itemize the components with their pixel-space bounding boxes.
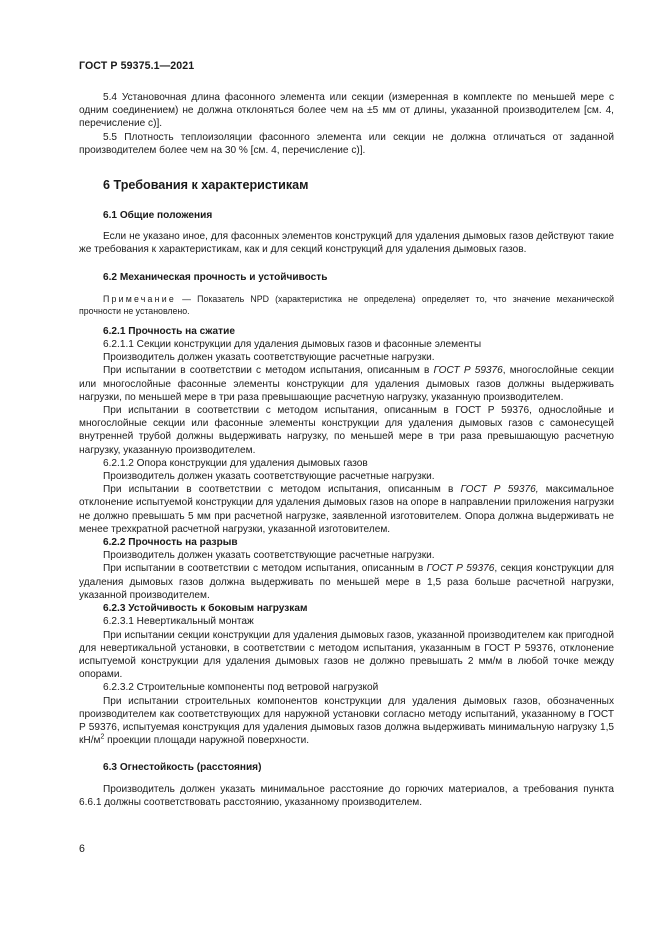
section-6-2-1-2-p1: Производитель должен указать соответствующие расчетные нагрузки.: [103, 471, 435, 483]
text-fragment: проекции площади наружной поверхности.: [104, 735, 310, 747]
section-6-2-1-1-p2: [79, 364, 614, 404]
section-6-2-1-1-p3: При испытании в соответствии с методом испытания, описанным в ГОСТ Р 59376, однослойные и многослойные секции или фасонные элементы конструкции для удаления дымовых газов с самонесущей внутренней трубой должны выдерживать нагрузку, по меньшей мере в три раза превышающую расчетную нагрузку, указанную производителем.: [79, 405, 614, 456]
standard-reference: ГОСТ Р 59376: [426, 563, 495, 575]
standard-reference: ГОСТ Р 59376,: [460, 484, 539, 496]
section-6-2-3-1-title: 6.2.3.1 Невертикальный монтаж: [103, 616, 254, 628]
section-6-2-1-2-title: 6.2.1.2 Опора конструкции для удаления дымовых газов: [103, 457, 368, 469]
text-fragment: , многослойные секции или многослойные фасонные элементы конструкции для удаления дымовых газов должны выдерживать нагрузки, по меньшей мере в три раза превышающие расчетную нагрузку, указанную производителем.: [79, 365, 614, 403]
section-6-2-1-1-title: 6.2.1.1 Секции конструкции для удаления дымовых газов и фасонные элементы: [103, 339, 482, 351]
paragraph-5-5: 5.5 Плотность теплоизоляции фасонного элемента или секции не должна отличаться от заданной производителем более чем на 30 % [см. 4, перечисление с)].: [79, 131, 614, 156]
standard-reference: ГОСТ Р 59376: [433, 365, 503, 377]
document-body: [79, 91, 614, 809]
section-6-2-2-p2: [79, 562, 614, 602]
section-6-2-1-2-p2: [79, 483, 614, 536]
text-fragment: При испытании в соответствии с методом испытания, описанным в: [103, 365, 434, 377]
superscript: 2: [100, 733, 105, 741]
text-fragment: максимальное отклонение испытуемой конструкции для удаления дымовых газов на опоре в направлении приложения нагрузки не должно превышать 5 мм при расчетной нагрузке, заявленной изготовителем. Опора должна выдерживать не менее трехкратной расчетной нагрузки, указанной изготовителем.: [79, 484, 615, 535]
note-text: — Показатель NPD (характеристика не определена) определяет то, что значение механической прочности не установлено.: [79, 293, 614, 316]
section-6-2-2-title: 6.2.2 Прочность на разрыв: [103, 537, 238, 549]
text-fragment: При испытании в соответствии с методом испытания, описанным в: [103, 484, 461, 496]
section-6-3-title: 6.3 Огнестойкость (расстояния): [103, 762, 262, 774]
section-6-2-2-p1: Производитель должен указать соответствующие расчетные нагрузки.: [103, 550, 435, 562]
paragraph-5-4: 5.4 Установочная длина фасонного элемента или секции (измеренная в комплекте по меньшей мере с одним соединением) не должна отклоняться более чем на ±5 мм от длины, указанной производителем [см. 4, перечисление с)].: [79, 92, 614, 130]
section-6-1-text: Если не указано иное, для фасонных элементов конструкций для удаления дымовых газов действуют такие же требования к характеристикам, как и для секций конструкций для удаления дымовых газов.: [79, 231, 614, 256]
note-label: Примечание: [103, 293, 176, 304]
page-number: 6: [79, 843, 85, 855]
section-6-2-1-1-p1: Производитель должен указать соответствующие расчетные нагрузки.: [103, 352, 435, 364]
text-fragment: При испытании в соответствии с методом испытания, описанным в: [103, 563, 427, 575]
text-fragment: При испытании строительных компонентов конструкции для удаления дымовых газов, обозначенных производителем как соответствующих для наружной установки согласно методу испытаний, указанному в ГОСТ Р 59376, испытуемая конструкция для удаления дымовых газов должна выдерживать минимальную нагрузку 1,5 кН/м: [79, 695, 614, 747]
section-6-3-text: Производитель должен указать минимальное расстояние до горючих материалов, а требования пункта 6.6.1 должны соответствовать расстоянию, указанному производителем.: [79, 783, 614, 808]
section-6-title: 6 Требования к характеристикам: [103, 178, 309, 193]
section-6-2-3-1-p1: При испытании секции конструкции для удаления дымовых газов, указанной производителем как пригодной для невертикальной установки, в соответствии с методом испытания, указанным в ГОСТ Р 59376, отклонение испытуемой конструкции для удаления дымовых газов не должно превышать 2 мм/м в любой точке между опорами.: [79, 629, 614, 681]
section-6-2-3-title: 6.2.3 Устойчивость к боковым нагрузкам: [103, 603, 308, 615]
note: [79, 293, 614, 317]
text-fragment: , секция конструкции для удаления дымовых газов должна выдерживать по меньшей мере в 1,5 раза больше расчетной нагрузки, указанной производителем.: [79, 563, 614, 601]
section-6-2-3-2-p1: [79, 695, 614, 748]
section-6-2-title: 6.2 Механическая прочность и устойчивость: [103, 271, 328, 283]
document-header: ГОСТ Р 59375.1—2021: [79, 60, 195, 72]
section-6-2-1-title: 6.2.1 Прочность на сжатие: [103, 325, 235, 337]
section-6-1-title: 6.1 Общие положения: [103, 210, 213, 222]
section-6-2-3-2-title: 6.2.3.2 Строительные компоненты под ветровой нагрузкой: [103, 682, 379, 694]
